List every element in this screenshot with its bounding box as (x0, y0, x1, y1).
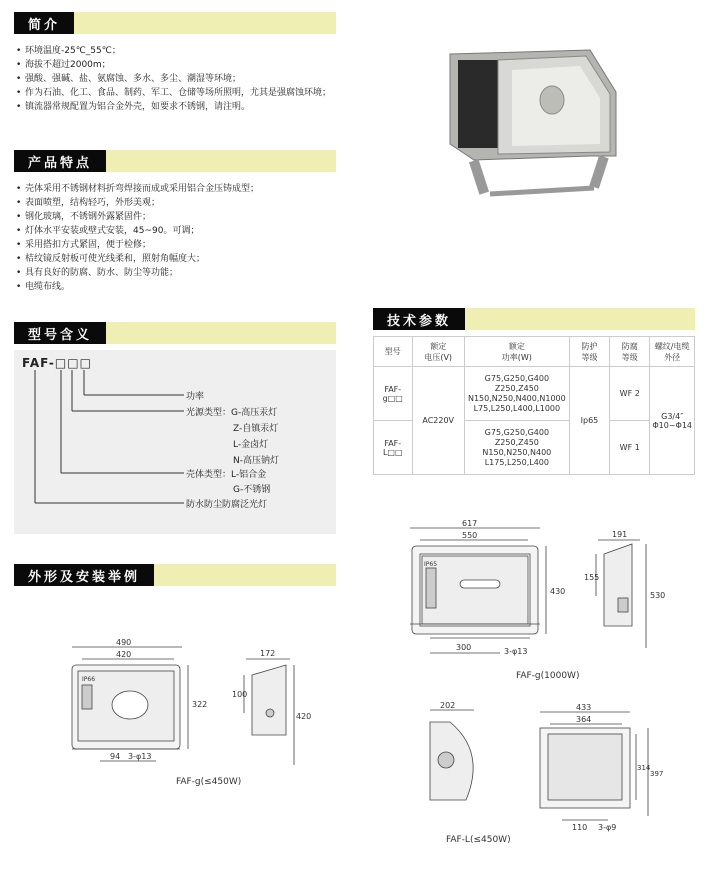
list-item: • 壳体采用不锈钢材料折弯焊接而成或采用铝合金压铸成型； (16, 182, 356, 196)
cell-power-l: G75,G250,G400 Z250,Z450 N150,N250,N400 L175,L250,L400 (464, 421, 569, 475)
model-diagram-lines (14, 350, 336, 534)
th-anticorr: 防腐 等级 (610, 337, 650, 367)
model-name: 防水防尘防腐泛光灯 (186, 500, 268, 510)
model-shell-g: G-不锈钢 (233, 485, 271, 495)
model-light-source: 光源类型：G-高压汞灯 (186, 408, 278, 418)
section-features-bar (14, 150, 336, 172)
tag-ip66: IP66 (82, 676, 96, 683)
section-install-bar (14, 564, 336, 586)
dim-100: 100 (232, 690, 248, 699)
model-shell: 壳体类型：L-铝合金 (186, 470, 267, 480)
list-item: • 海拔不超过2000m； (16, 58, 346, 72)
th-power: 额定 功率(W) (464, 337, 569, 367)
dim-94: 94 (110, 752, 121, 761)
dim-110: 110 (572, 823, 588, 832)
dim-300: 300 (456, 643, 472, 652)
model-light-n: N-高压钠灯 (233, 456, 279, 466)
dim-364: 364 (576, 715, 592, 724)
dim-550: 550 (462, 531, 478, 540)
drawing-faf-g-450w (56, 635, 312, 775)
dim-397: 397 (650, 770, 664, 778)
section-install-title: 外形及安装举例 (14, 564, 154, 586)
section-intro-title: 简介 (14, 12, 74, 34)
cell-protection: Ip65 (569, 367, 609, 475)
cell-power-g: G75,G250,G400 Z250,Z450 N150,N250,N400,N1000 L75,L250,L400,L1000 (464, 367, 569, 421)
dim-420-side: 420 (296, 712, 312, 721)
dim-420: 420 (116, 650, 132, 659)
list-item: • 镇流器常规配置为铝合金外壳，如要求不锈钢，请注明。 (16, 100, 346, 114)
th-protection: 防护 等级 (569, 337, 609, 367)
list-item: • 桔纹镜反射板可使光线柔和，照射角幅度大； (16, 252, 356, 266)
table-row (374, 337, 695, 367)
dim-430: 430 (550, 587, 566, 596)
model-light-l: L-金卤灯 (233, 440, 269, 450)
list-item: • 采用搭扣方式紧固，便于检修； (16, 238, 356, 252)
cell-anticorr-l: WF 1 (610, 421, 650, 475)
cell-thread: G3/4″ Φ10~Φ14 (650, 367, 695, 475)
dim-322: 322 (192, 700, 208, 709)
caption-faf-g-450w: FAF-g(≤450W) (176, 777, 242, 787)
dim-191: 191 (612, 530, 628, 539)
section-spec-title: 技术参数 (373, 308, 465, 330)
model-code: FAF-□□□ (22, 356, 92, 370)
spec-table (373, 336, 695, 475)
list-item: • 表面喷塑，结构轻巧，外形美观； (16, 196, 356, 210)
dim-617: 617 (462, 519, 478, 528)
list-item: • 强酸、强碱、盐、氨腐蚀、多水、多尘、潮湿等环境； (16, 72, 346, 86)
dim-155: 155 (584, 573, 600, 582)
list-item: • 作为石油、化工、食品、制药、军工、仓储等场所照明，尤其是强腐蚀环境； (16, 86, 346, 100)
th-model: 型号 (374, 337, 413, 367)
list-item: • 钢化玻璃，不锈钢外露紧固件； (16, 210, 356, 224)
dim-holes-1: 3-φ13 (504, 647, 528, 656)
list-item: • 电缆布线。 (16, 280, 356, 294)
section-model-title: 型号含义 (14, 322, 106, 344)
product-photo (440, 44, 640, 204)
model-light-z: Z-自镇汞灯 (233, 424, 279, 434)
dim-530: 530 (650, 591, 666, 600)
features-list (16, 182, 356, 294)
section-model-bar (14, 322, 336, 344)
cell-model-l: FAF-L□□ (374, 421, 413, 475)
intro-list (16, 44, 346, 114)
th-voltage: 额定 电压(V) (412, 337, 464, 367)
table-row (374, 367, 695, 421)
cell-anticorr-g: WF 2 (610, 367, 650, 421)
dim-202: 202 (440, 701, 456, 710)
model-power: 功率 (186, 392, 205, 402)
dim-holes-3: 3-φ9 (598, 823, 617, 832)
section-spec-bar (373, 308, 695, 330)
list-item: • 环境温度-25℃_55℃； (16, 44, 346, 58)
cell-voltage: AC220V (412, 367, 464, 475)
section-features-title: 产品特点 (14, 150, 106, 172)
caption-faf-g-1000w: FAF-g(1000W) (516, 671, 580, 681)
cell-model-g: FAF-g□□ (374, 367, 413, 421)
th-thread: 螺纹/电缆 外径 (650, 337, 695, 367)
drawing-faf-g-1000w (400, 518, 710, 668)
caption-faf-l-450w: FAF-L(≤450W) (446, 835, 511, 845)
drawing-faf-l-450w (416, 700, 666, 836)
tag-ip65: IP65 (424, 561, 438, 568)
dim-172: 172 (260, 649, 276, 658)
list-item: • 具有良好的防腐、防水、防尘等功能； (16, 266, 356, 280)
dim-holes-2: 3-φ13 (128, 752, 152, 761)
dim-314: 314 (637, 764, 651, 772)
dim-433: 433 (576, 703, 592, 712)
list-item: • 灯体水平安装或壁式安装，45~90。可调； (16, 224, 356, 238)
dim-490: 490 (116, 638, 132, 647)
section-intro-bar (14, 12, 336, 34)
